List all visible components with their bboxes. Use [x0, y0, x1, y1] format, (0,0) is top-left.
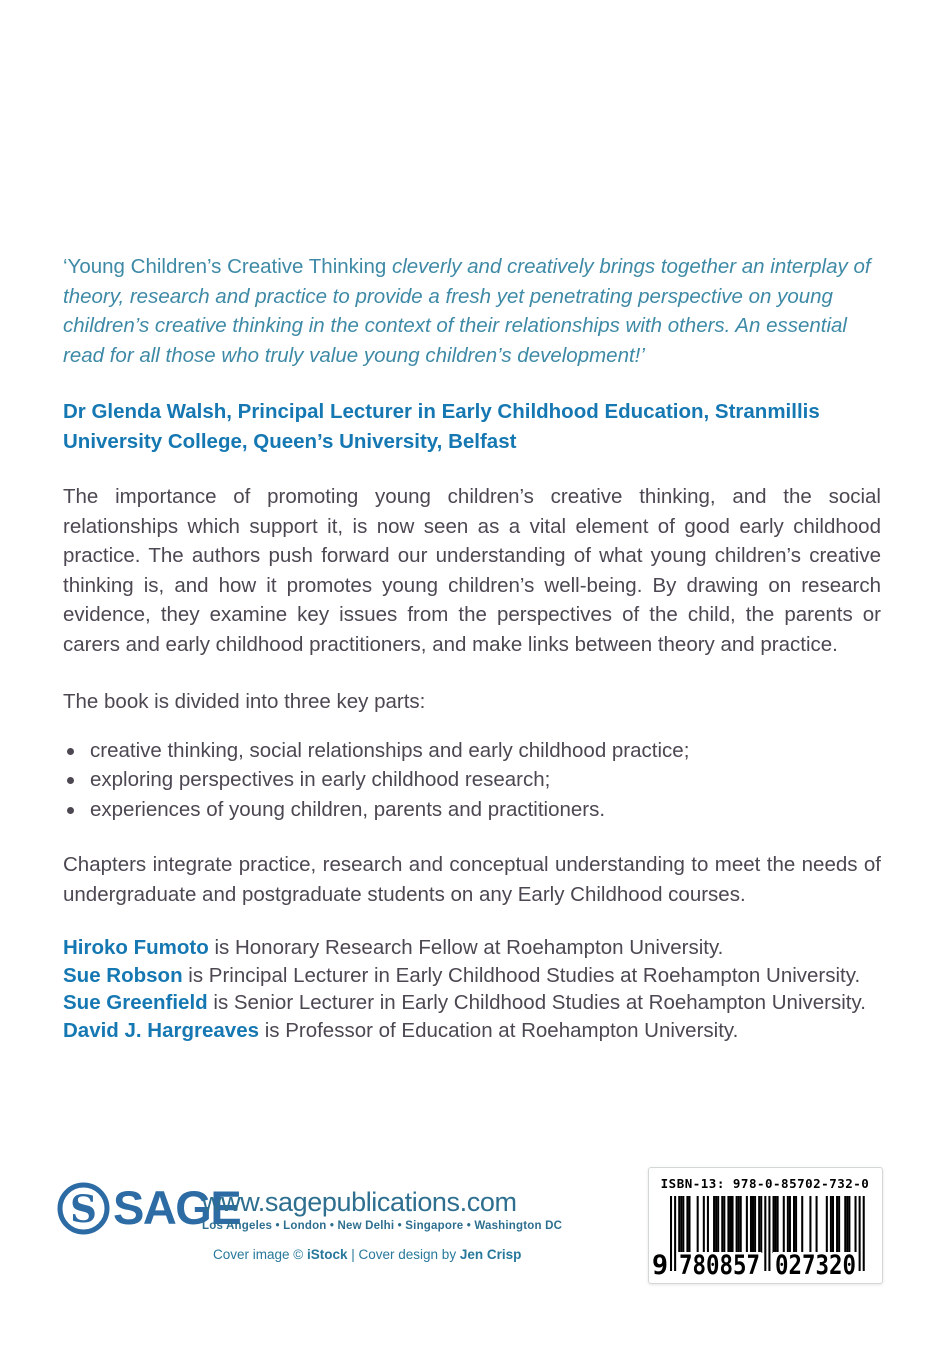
- credit-prefix: Cover image ©: [213, 1247, 307, 1262]
- sage-wordmark: SAGE: [113, 1181, 241, 1234]
- sage-monogram-icon: [57, 1182, 110, 1235]
- bullet-icon: [67, 807, 74, 814]
- author-name: Sue Robson: [63, 963, 183, 987]
- isbn-barcode: [648, 1167, 883, 1284]
- publisher-locations: Los Angeles • London • New Delhi • Singapore • Washington DC: [202, 1220, 563, 1232]
- isbn-barcode-graphic: [649, 1168, 882, 1283]
- author-bio-line: [63, 989, 881, 1017]
- author-name: Sue Greenfield: [63, 991, 208, 1015]
- credit-designer: Jen Crisp: [459, 1247, 522, 1262]
- key-part-item: [63, 765, 881, 795]
- cover-credit-line: [213, 1247, 522, 1262]
- credit-middle: Cover design by: [358, 1247, 460, 1262]
- author-name: David J. Hargreaves: [63, 1018, 260, 1042]
- author-bio-text: is Senior Lecturer in Early Childhood Studies at Roehampton University.: [207, 991, 866, 1015]
- key-part-item: [63, 795, 881, 825]
- credit-separator: |: [347, 1247, 359, 1262]
- key-part-label: exploring perspectives in early childhood research;: [90, 768, 551, 791]
- publisher-website-url: www.sagepublications.com: [202, 1187, 517, 1217]
- author-bio-text: is Honorary Research Fellow at Roehampton University.: [208, 936, 724, 959]
- review-quote: [63, 252, 881, 370]
- key-part-label: creative thinking, social relationships and early childhood practice;: [90, 738, 690, 762]
- review-attribution: Dr Glenda Walsh, Principal Lecturer in Early Childhood Education, Stranmillis University College, Queen’s University, Belfast: [63, 400, 820, 453]
- review-quote-lead: ‘Young Children’s Creative Thinking: [63, 255, 392, 278]
- barcode-digit-first: 9: [651, 1250, 669, 1281]
- review-quote-italic: cleverly and creatively brings together an interplay of theory, research and practice to provide a fresh yet penetrating perspective on young children’s creative thinking in the context of their relationships with others. An essential read for all those who truly value young children’s development!’: [63, 255, 871, 367]
- bullet-icon: [67, 748, 74, 755]
- cover-text-content: [63, 252, 881, 1044]
- key-parts-intro: The book is divided into three key parts:: [63, 690, 426, 713]
- isbn-label: ISBN-13: 978-0-85702-732-0: [660, 1176, 870, 1191]
- key-part-label: experiences of young children, parents and practitioners.: [90, 797, 606, 821]
- author-name: Hiroko Fumoto: [63, 936, 209, 959]
- author-bio-text: is Principal Lecturer in Early Childhood Studies at Roehampton University.: [182, 963, 861, 987]
- barcode-digits-right: 027320: [775, 1250, 856, 1281]
- author-bio-line: [63, 962, 881, 990]
- publisher-website-block: [202, 1188, 562, 1232]
- author-bio-line: [63, 1017, 881, 1045]
- chapters-paragraph: Chapters integrate practice, research and conceptual understanding to meet the needs of undergraduate and postgraduate students on any Early Childhood courses.: [63, 853, 881, 906]
- author-bio-line: [63, 934, 881, 962]
- bullet-icon: [67, 777, 74, 784]
- author-bios: [63, 934, 881, 1044]
- key-part-item: [63, 736, 881, 766]
- description-paragraph: The importance of promoting young children’s creative thinking, and the social relationships which support it, is now seen as a vital element of good early childhood practice. The authors push forward our understanding of what young children’s creative thinking is, and how it promotes young children’s well-being. By drawing on research evidence, they examine key issues from the perspectives of the child, the parents or carers and early childhood practitioners, and make links between theory and practice.: [63, 485, 881, 656]
- author-bio-text: is Professor of Education at Roehampton University.: [259, 1018, 739, 1042]
- barcode-digits-left: 780857: [679, 1250, 760, 1281]
- svg-text:S: S: [70, 1186, 97, 1231]
- key-parts-list: [63, 736, 881, 825]
- credit-istock: iStock: [306, 1247, 348, 1262]
